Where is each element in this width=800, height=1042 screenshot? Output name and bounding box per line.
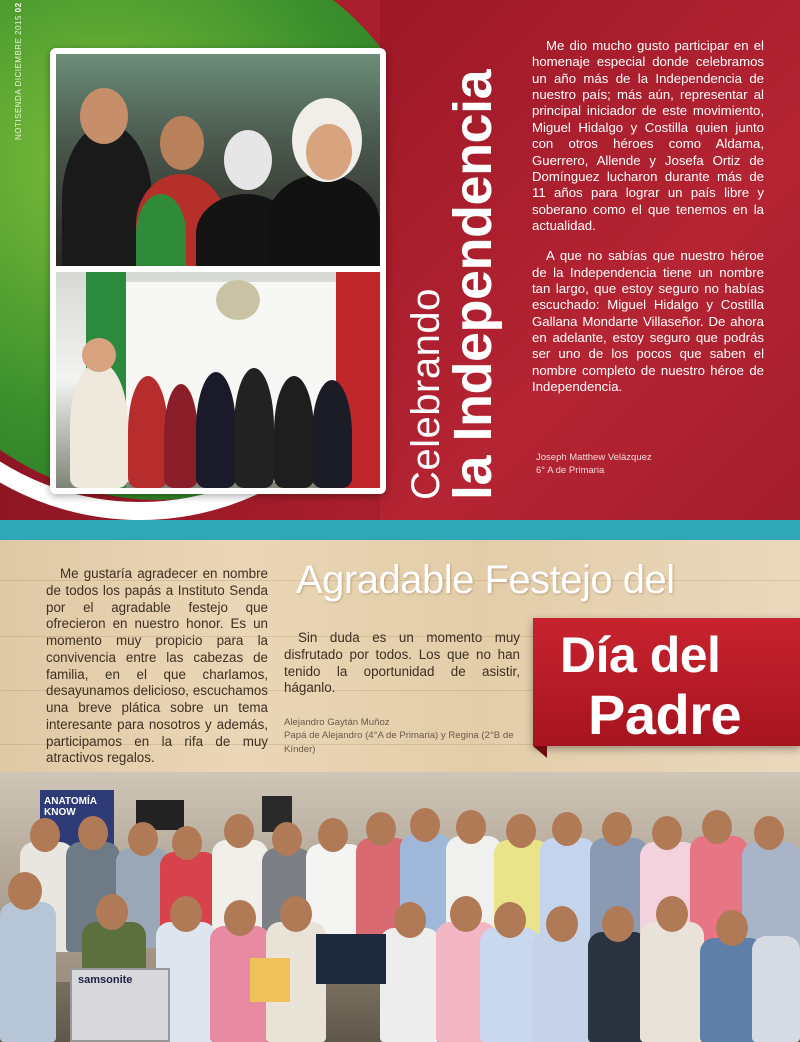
author-name: Alejandro Gaytán Muñoz (284, 717, 390, 728)
independence-article (532, 38, 764, 410)
title-la-independencia: la Independencia (443, 69, 503, 500)
independence-section (0, 0, 800, 520)
title-padre: Padre (588, 683, 742, 746)
samsonite-luggage (70, 968, 170, 1042)
issue-label (14, 2, 28, 140)
article-signature (284, 716, 524, 756)
author-detail: Papá de Alejandro (4°A de Primaria) y Regina (2°B de Kínder) (284, 730, 514, 755)
author-grade: 6° A de Primaria (536, 464, 605, 476)
photo-frame (50, 48, 386, 494)
author-name: Joseph Matthew Velázquez (536, 452, 652, 463)
fathers-day-section (0, 540, 800, 1042)
anatomia-banner: ANATOMÍA KNOW (40, 790, 114, 858)
page-number: 02 (14, 2, 23, 13)
independence-title (394, 30, 504, 500)
title-dia-del: Día del (560, 627, 721, 683)
title-celebrando: Celebrando (404, 288, 448, 500)
issue-name: NOTISENDA DICIEMBRE 2015 (14, 15, 23, 140)
article-paragraph: Me dio mucho gusto participar en el homenaje especial donde celebramos un año más de la Independencia de nuestro país; más aún, representar al principal iniciador de este movimiento, Miguel Hidalgo y Costilla quien junto con otros héroes como Aldama, Guerrero, Allende y Josefa Ortiz de Domínguez lucharon durante más de 11 años para lograr un país libre y soberano como el que tenemos en la actualidad. (532, 38, 764, 233)
ribbon-fold (533, 746, 547, 758)
fathers-day-article-mid: Sin duda es un momento muy disfrutado por todos. Los que no han tenido la oportunidad de asistir, háganlo. (284, 630, 520, 696)
fathers-day-article-left: Me gustaría agradecer en nombre de todos los papás a Instituto Senda por el agradable festejo que ofrecieron en nuestro honor. Es un momento muy propicio para la convivencia entre las cabezas de familia, en el que charlamos, desayunamos delicioso, escuchamos una breve plática sobre un tema interesante para nosotros y además, participamos en la rifa de muy atractivos regalos. (46, 566, 268, 766)
article-paragraph: A que no sabías que nuestro héroe de la Independencia tiene un nombre tan largo, que estoy seguro no habías escuchado: Miguel Hidalgo y Costilla Gallana Mondarte Villaseñor. De ahora en adelante, estoy seguro que podrás ser uno de los pocos que saben el nombre completo de nuestro héroe de Independencia. (532, 248, 764, 395)
samsonite-logo: samsonite (78, 974, 133, 986)
students-stage-photo (56, 272, 380, 488)
students-costume-photo (56, 54, 380, 266)
fathers-group-photo (0, 772, 800, 1042)
section-divider (0, 520, 800, 540)
fathers-day-title: Agradable Festejo del (296, 558, 675, 602)
article-signature (536, 452, 652, 478)
